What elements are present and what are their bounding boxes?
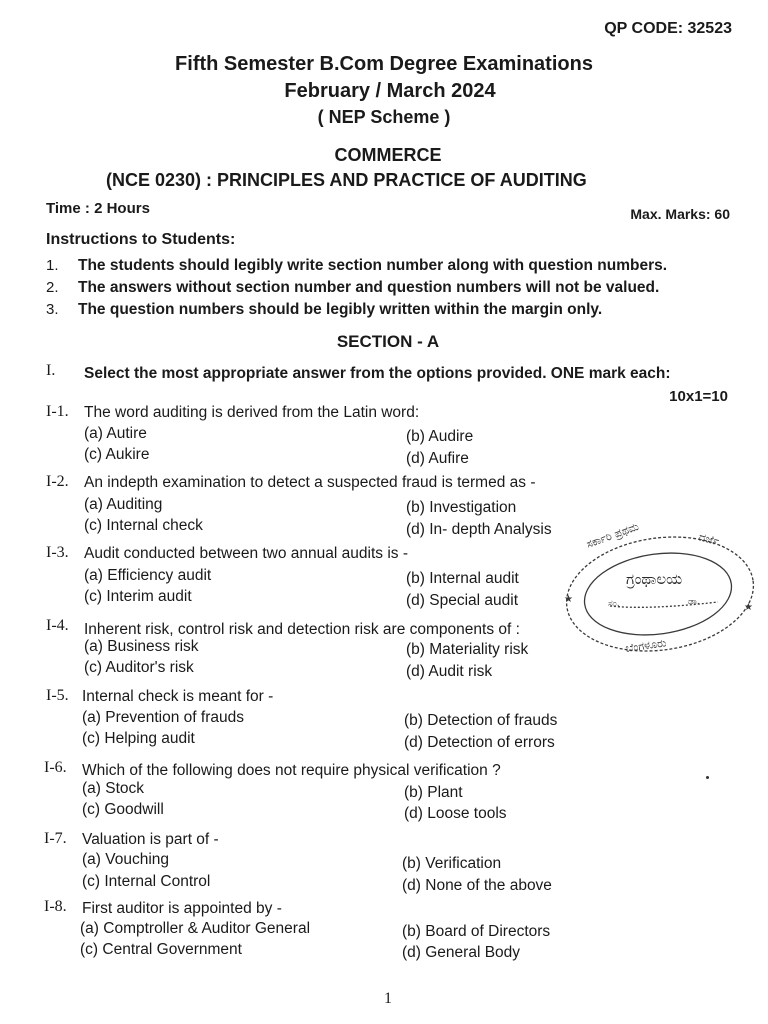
option-d: (d) General Body bbox=[402, 944, 521, 961]
svg-text:ಸಂ.: ಸಂ. bbox=[608, 599, 620, 609]
instructions-heading: Instructions to Students: bbox=[46, 231, 236, 248]
stamp-center-text: ಗ್ರಂಥಾಲಯ bbox=[626, 570, 683, 588]
question-text: First auditor is appointed by - bbox=[82, 900, 282, 917]
qp-code: QP CODE: 32523 bbox=[604, 20, 732, 37]
option-c: (c) Goodwill bbox=[82, 801, 164, 818]
section-marks: 10x1=10 bbox=[669, 388, 728, 405]
exam-title: Fifth Semester B.Com Degree Examinations bbox=[175, 53, 593, 75]
question-text: The word auditing is derived from the Latin word: bbox=[84, 404, 420, 421]
svg-text:ಬೆಂಗಳೂರು: ಬೆಂಗಳೂರು bbox=[624, 636, 668, 655]
section-question-number: I. bbox=[46, 362, 56, 379]
option-b: (b) Board of Directors bbox=[402, 923, 551, 940]
scheme: ( NEP Scheme ) bbox=[317, 107, 451, 127]
option-a: (a) Prevention of frauds bbox=[82, 709, 244, 726]
instruction-3-number: 3. bbox=[46, 301, 59, 318]
question-number: I-4. bbox=[46, 617, 69, 634]
question-text: Internal check is meant for - bbox=[82, 688, 274, 705]
option-d: (d) Special audit bbox=[406, 592, 519, 609]
exam-session: February / March 2024 bbox=[284, 80, 496, 102]
option-c: (c) Central Government bbox=[80, 941, 242, 958]
option-b: (b) Detection of frauds bbox=[404, 712, 558, 729]
question-number: I-2. bbox=[46, 473, 69, 490]
question-number: I-7. bbox=[44, 830, 67, 847]
option-a: (a) Comptroller & Auditor General bbox=[80, 920, 311, 937]
option-a: (a) Efficiency audit bbox=[84, 567, 212, 584]
option-b: (b) Plant bbox=[404, 784, 463, 801]
option-c: (c) Auditor's risk bbox=[84, 659, 194, 676]
question-text: Valuation is part of - bbox=[82, 831, 219, 848]
question-number: I-3. bbox=[46, 544, 69, 561]
question-text: Inherent risk, control risk and detection risk are components of : bbox=[84, 621, 520, 638]
page-number: 1 bbox=[384, 990, 392, 1007]
section-title: SECTION - A bbox=[336, 332, 440, 351]
instruction-1-number: 1. bbox=[46, 257, 59, 274]
option-a: (a) Stock bbox=[82, 780, 145, 797]
question-number: I-1. bbox=[46, 403, 69, 420]
question-number: I-8. bbox=[44, 898, 67, 915]
option-d: (d) Detection of errors bbox=[404, 734, 555, 751]
option-b: (b) Materiality risk bbox=[406, 641, 529, 658]
paper-title: (NCE 0230) : PRINCIPLES AND PRACTICE OF AUDITING bbox=[106, 170, 587, 190]
option-b: (b) Investigation bbox=[406, 499, 517, 516]
svg-text:★: ★ bbox=[744, 602, 753, 613]
option-d: (d) None of the above bbox=[402, 877, 552, 894]
option-d: (d) In- depth Analysis bbox=[406, 521, 552, 538]
question-number: I-6. bbox=[44, 759, 67, 776]
option-c: (c) Internal check bbox=[84, 517, 203, 534]
instruction-2-text: The answers without section number and question numbers will not be valued. bbox=[78, 279, 660, 296]
svg-text:★: ★ bbox=[564, 594, 573, 605]
instruction-2-number: 2. bbox=[46, 279, 59, 296]
section-question-text: Select the most appropriate answer from the options provided. ONE mark each: bbox=[84, 365, 671, 382]
library-stamp bbox=[548, 518, 762, 666]
question-number: I-5. bbox=[46, 687, 69, 704]
instruction-1-text: The students should legibly write section number along with question numbers. bbox=[78, 257, 668, 274]
question-text: An indepth examination to detect a suspected fraud is termed as - bbox=[84, 474, 536, 491]
option-c: (c) Aukire bbox=[84, 446, 150, 463]
option-a: (a) Business risk bbox=[84, 638, 199, 655]
svg-text:ಸರ್ಕಾರಿ ಪ್ರಥಮ: ಸರ್ಕಾರಿ ಪ್ರಥಮ bbox=[584, 519, 641, 551]
option-d: (d) Loose tools bbox=[404, 805, 507, 822]
option-b: (b) Verification bbox=[402, 855, 502, 872]
option-c: (c) Internal Control bbox=[82, 873, 211, 890]
time-allowed: Time : 2 Hours bbox=[46, 200, 150, 217]
instruction-3-text: The question numbers should be legibly written within the margin only. bbox=[78, 301, 603, 318]
option-c: (c) Interim audit bbox=[84, 588, 192, 605]
option-c: (c) Helping audit bbox=[82, 730, 195, 747]
option-a: (a) Auditing bbox=[84, 496, 163, 513]
option-d: (d) Aufire bbox=[406, 450, 469, 467]
option-d: (d) Audit risk bbox=[406, 663, 493, 680]
stray-mark bbox=[706, 776, 709, 779]
option-a: (a) Autire bbox=[84, 425, 147, 442]
question-text: Audit conducted between two annual audits is - bbox=[84, 545, 408, 562]
option-a: (a) Vouching bbox=[82, 851, 170, 868]
question-text: Which of the following does not require physical verification ? bbox=[82, 762, 501, 779]
svg-text:ಡಾ.: ಡಾ. bbox=[688, 597, 700, 607]
max-marks: Max. Marks: 60 bbox=[630, 206, 730, 222]
subject: COMMERCE bbox=[334, 145, 442, 165]
option-b: (b) Internal audit bbox=[406, 570, 519, 587]
svg-text:ದರ್ಜೆ: ದರ್ಜೆ bbox=[697, 530, 721, 549]
library-stamp-graphic bbox=[548, 518, 762, 666]
option-b: (b) Audire bbox=[406, 428, 474, 445]
